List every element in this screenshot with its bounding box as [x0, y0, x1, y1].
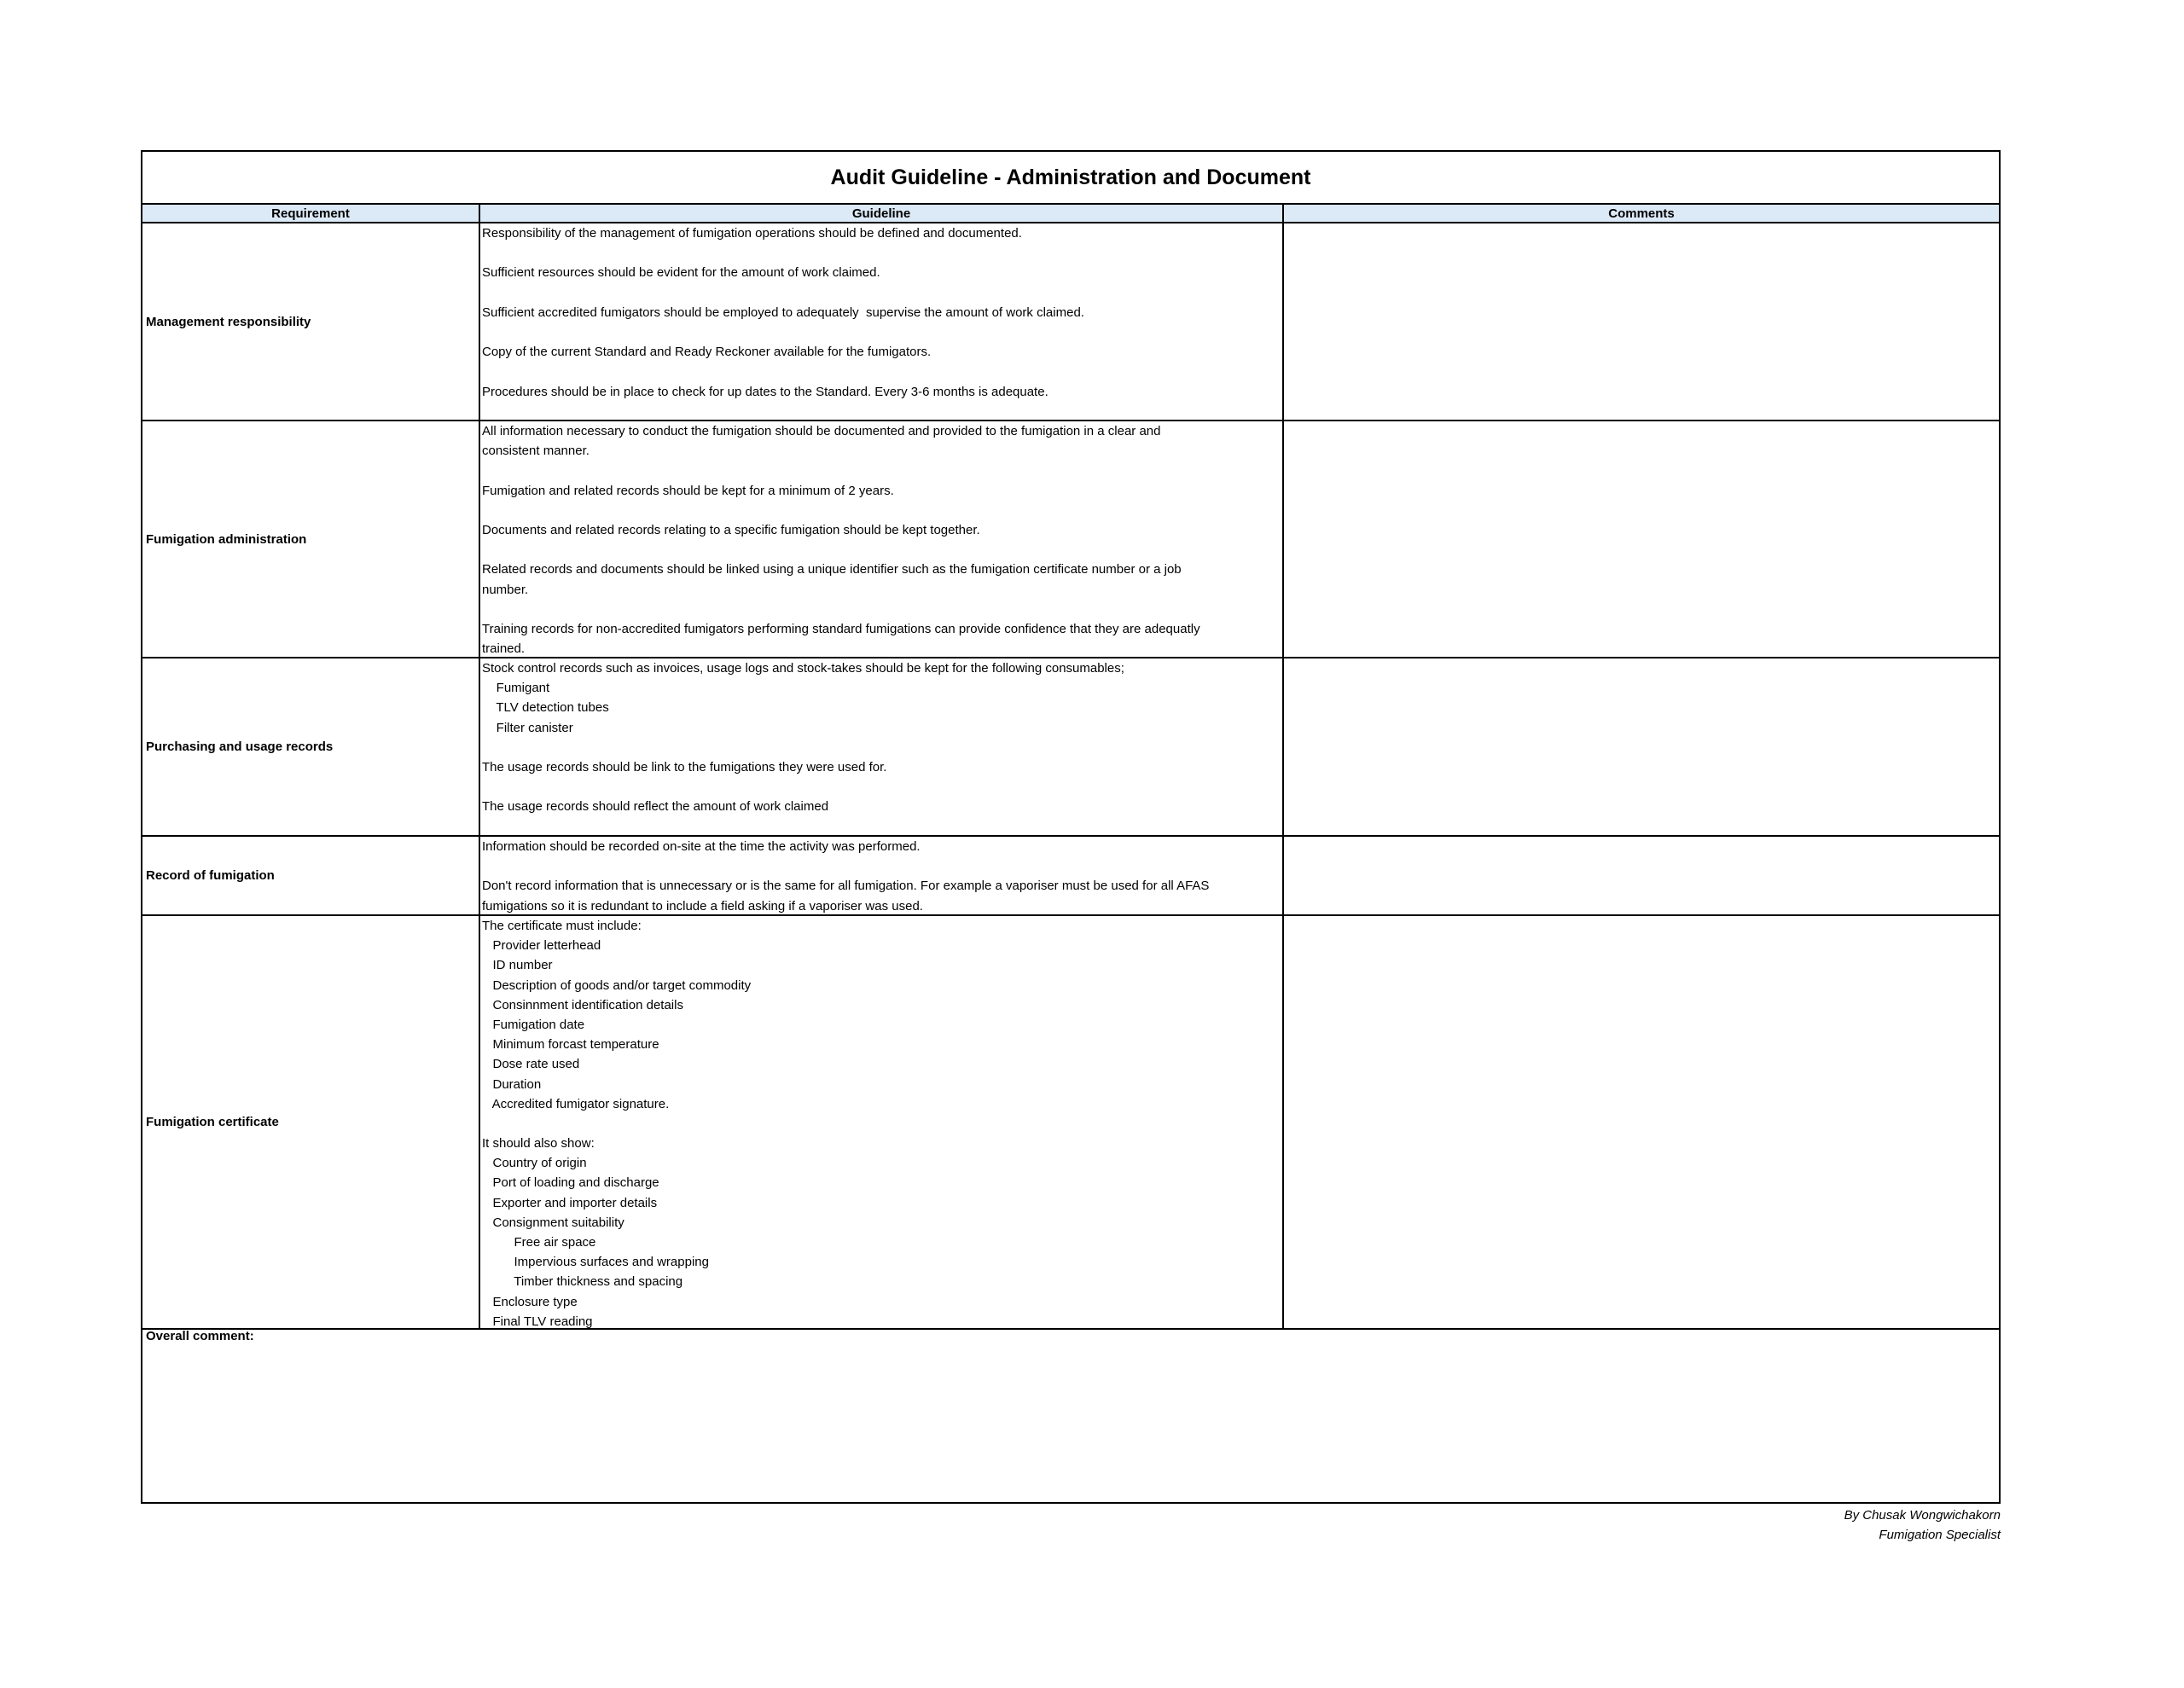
- guideline-line: Accredited fumigator signature.: [482, 1096, 670, 1111]
- requirement-cell: Record of fumigation: [146, 868, 275, 883]
- guideline-line: Sufficient resources should be evident for the amount of work claimed.: [482, 265, 880, 281]
- guideline-line: Information should be recorded on-site at the time the activity was performed.: [482, 839, 921, 854]
- guideline-line: The usage records should reflect the amount of work claimed: [482, 799, 829, 815]
- guideline-line: Training records for non-accredited fumigators performing standard fumigations can provide confidence that they are adequatly: [482, 621, 1200, 636]
- guideline-line: Fumigant: [482, 681, 550, 696]
- guideline-cell: [480, 837, 1282, 914]
- audit-sheet: [141, 150, 2001, 1504]
- guideline-line: ID number: [482, 958, 553, 973]
- guideline-line: Provider letterhead: [482, 938, 601, 954]
- guideline-line: Documents and related records relating to a specific fumigation should be kept together.: [482, 522, 980, 537]
- guideline-line: Related records and documents should be linked using a unique identifier such as the fumigation certificate number or a job: [482, 562, 1182, 577]
- guideline-line: Dose rate used: [482, 1057, 580, 1072]
- guideline-line: Sufficient accredited fumigators should be employed to adequately supervise the amount of work claimed.: [482, 305, 1084, 320]
- table-row: [142, 223, 1999, 421]
- requirement-cell: Purchasing and usage records: [146, 740, 334, 754]
- table-row: [142, 916, 1999, 1330]
- header-guideline: Guideline: [480, 205, 1282, 223]
- guideline-line: Fumigation and related records should be kept for a minimum of 2 years.: [482, 483, 894, 498]
- guideline-line: Country of origin: [482, 1156, 587, 1171]
- guideline-line: Description of goods and/or target commodity: [482, 977, 752, 993]
- sheet-title: Audit Guideline - Administration and Document: [142, 152, 1999, 205]
- guideline-line: number.: [482, 582, 529, 597]
- table-row: [142, 658, 1999, 837]
- overall-comment-label: Overall comment:: [146, 1329, 254, 1343]
- header-comments: Comments: [1284, 205, 1999, 223]
- guideline-cell: [480, 658, 1282, 835]
- guideline-cell: [480, 421, 1282, 657]
- guideline-line: Copy of the current Standard and Ready Reckoner available for the fumigators.: [482, 345, 932, 360]
- guideline-line: Final TLV reading: [482, 1314, 593, 1329]
- guideline-line: All information necessary to conduct the fumigation should be documented and provided to the fumigation in a clear and: [482, 424, 1161, 438]
- guideline-line: fumigations so it is redundant to include a field asking if a vaporiser was used.: [482, 898, 923, 914]
- requirement-cell: Management responsibility: [146, 314, 311, 329]
- table-row: [142, 421, 1999, 658]
- guideline-line: Duration: [482, 1076, 542, 1092]
- requirement-cell: Fumigation certificate: [146, 1115, 279, 1129]
- guideline-line: Fumigation date: [482, 1017, 585, 1032]
- header-requirement: Requirement: [142, 205, 479, 223]
- guideline-line: Responsibility of the management of fumigation operations should be defined and documented.: [482, 226, 1022, 241]
- guideline-line: Exporter and importer details: [482, 1195, 658, 1210]
- guideline-cell: [480, 916, 1282, 1328]
- guideline-line: It should also show:: [482, 1136, 595, 1151]
- column-divider: [1282, 205, 1284, 1330]
- guideline-cell: [480, 223, 1282, 420]
- comment-cell[interactable]: [1284, 421, 1999, 657]
- guideline-line: Consinnment identification details: [482, 997, 683, 1012]
- guideline-line: Impervious surfaces and wrapping: [482, 1255, 709, 1270]
- guideline-line: Timber thickness and spacing: [482, 1274, 683, 1290]
- guideline-line: Procedures should be in place to check for up dates to the Standard. Every 3-6 months is adequate.: [482, 384, 1048, 399]
- column-divider: [479, 205, 480, 1330]
- guideline-line: Port of loading and discharge: [482, 1175, 659, 1191]
- guideline-line: trained.: [482, 641, 526, 657]
- guideline-line: Consignment suitability: [482, 1215, 624, 1230]
- guideline-line: Stock control records such as invoices, usage logs and stock-takes should be kept for the following consumables;: [482, 661, 1124, 676]
- guideline-line: Don't record information that is unnecessary or is the same for all fumigation. For example a vaporiser must be used for all AFAS: [482, 879, 1210, 894]
- requirement-cell: Fumigation administration: [146, 531, 307, 547]
- guideline-line: Enclosure type: [482, 1294, 578, 1309]
- comment-cell[interactable]: [1284, 658, 1999, 835]
- guideline-line: The usage records should be link to the fumigations they were used for.: [482, 759, 887, 774]
- guideline-line: Free air space: [482, 1235, 596, 1250]
- table-row: [142, 837, 1999, 916]
- guideline-line: The certificate must include:: [482, 919, 642, 933]
- comment-cell[interactable]: [1284, 223, 1999, 420]
- signature-role: Fumigation Specialist: [1879, 1528, 2001, 1542]
- comment-cell[interactable]: [1284, 837, 1999, 914]
- guideline-line: Minimum forcast temperature: [482, 1037, 659, 1053]
- guideline-line: Filter canister: [482, 720, 573, 735]
- signature-author: By Chusak Wongwichakorn: [1844, 1508, 2001, 1523]
- guideline-line: consistent manner.: [482, 444, 590, 459]
- comment-cell[interactable]: [1284, 916, 1999, 1328]
- guideline-line: TLV detection tubes: [482, 700, 609, 716]
